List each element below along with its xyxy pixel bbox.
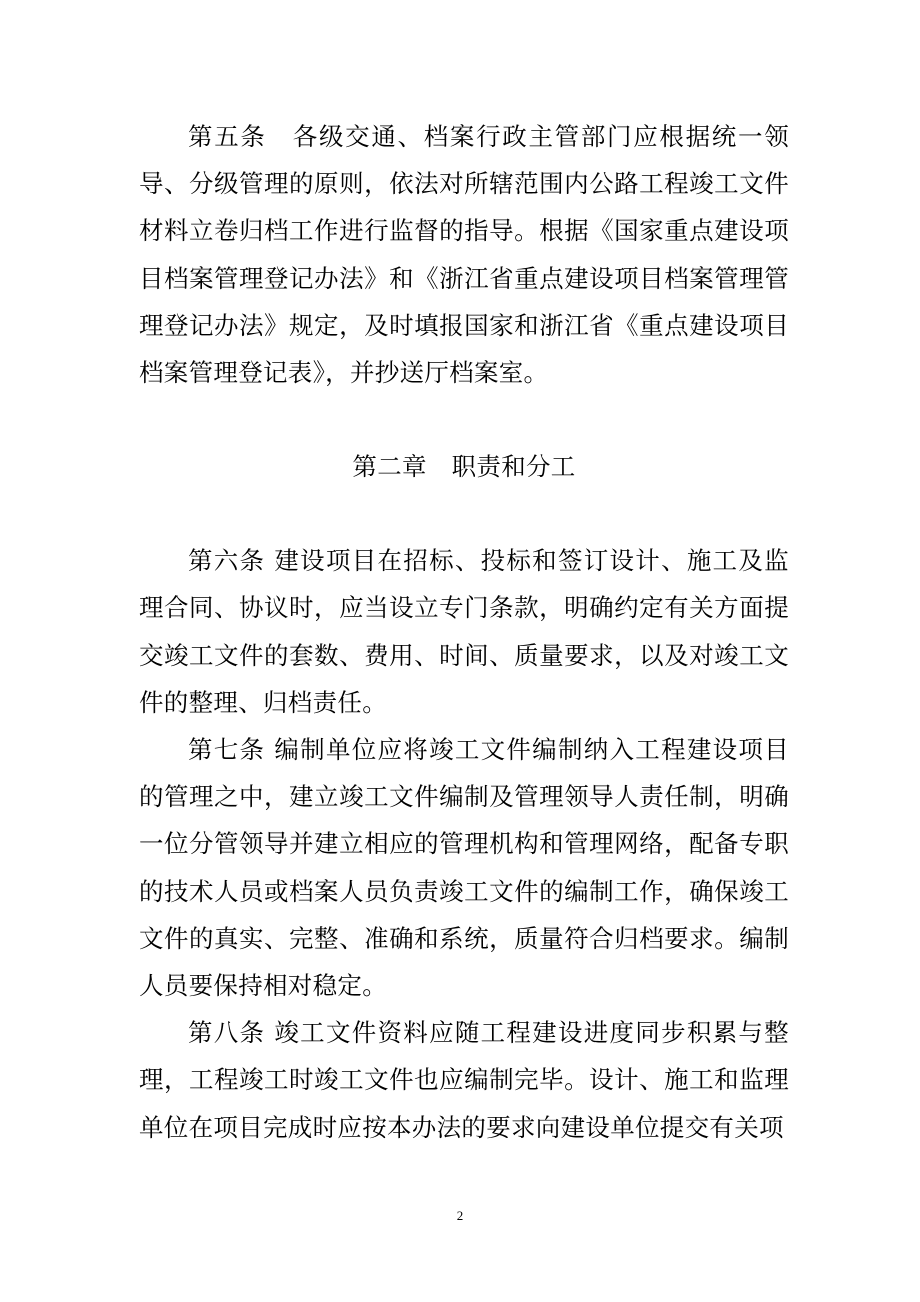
paragraph-spacer [139, 396, 789, 443]
page-number: 2 [456, 1208, 464, 1223]
document-body [139, 113, 789, 1151]
article-5-paragraph: 第五条 各级交通、档案行政主管部门应根据统一领导、分级管理的原则，依法对所辖范围内公路工程竣工文件材料立卷归档工作进行监督的指导。根据《国家重点建设项目档案管理登记办法》和《浙江省重点建设项目档案管理管理登记办法》规定，及时填报国家和浙江省《重点建设项目档案管理登记表》，并抄送厅档案室。 [139, 122, 789, 388]
article-7-paragraph: 第七条 编制单位应将竣工文件编制纳入工程建设项目的管理之中，建立竣工文件编制及管理领导人责任制，明确一位分管领导并建立相应的管理机构和管理网络，配备专职的技术人员或档案人员负责竣工文件的编制工作，确保竣工文件的真实、完整、准确和系统，质量符合归档要求。编制人员要保持相对稳定。 [139, 735, 789, 1001]
paragraph-spacer [139, 490, 789, 537]
chapter-2-title: 第二章 职责和分工 [352, 452, 576, 482]
article-8-paragraph: 第八条 竣工文件资料应随工程建设进度同步积累与整理，工程竣工时竣工文件也应编制完毕。设计、施工和监理单位在项目完成时应按本办法的要求向建设单位提交有关项 [139, 1018, 789, 1142]
article-6-paragraph: 第六条 建设项目在招标、投标和签订设计、施工及监理合同、协议时，应当设立专门条款，明确约定有关方面提交竣工文件的套数、费用、时间、质量要求，以及对竣工文件的整理、归档责任。 [139, 546, 789, 717]
